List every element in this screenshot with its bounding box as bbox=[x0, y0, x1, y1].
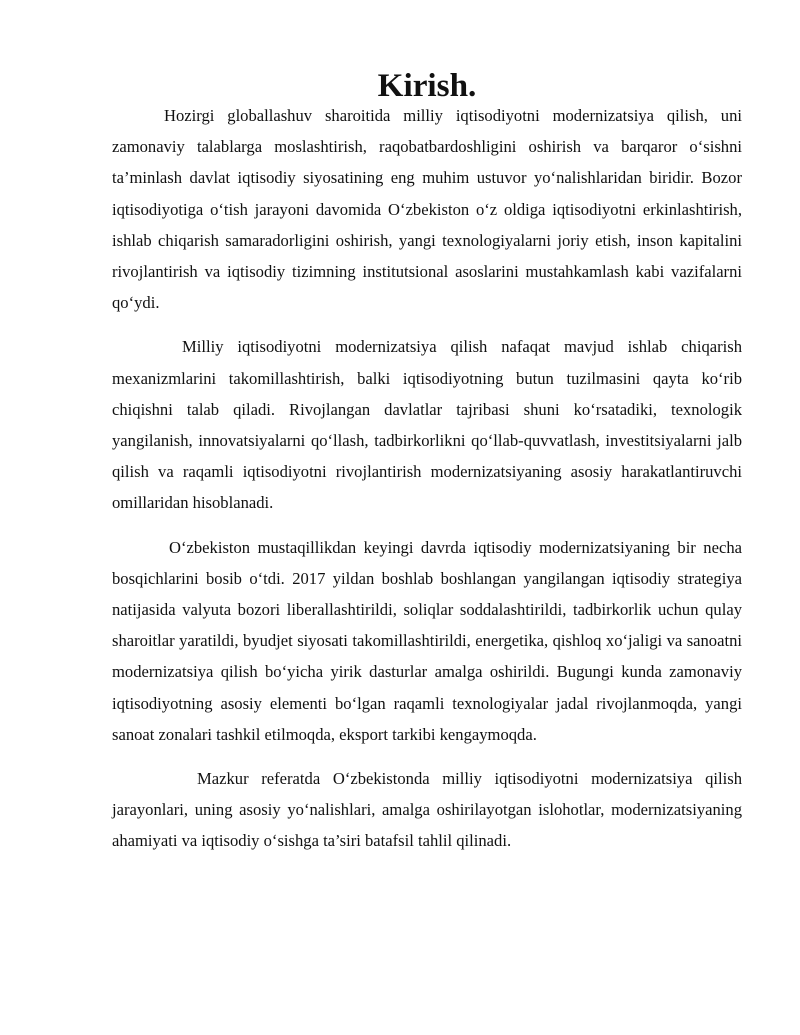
paragraph-4: Mazkur referatda O‘zbekistonda milliy iqtisodiyotni modernizatsiya qilish jarayonlari, uning asosiy yo‘nalishlari, amalga oshirilayotgan islohotlar, modernizatsiyaning ahamiyati va iqtisodiy o‘sishga ta’siri batafsil tahlil qilinadi. bbox=[112, 769, 742, 851]
paragraph-2: Milliy iqtisodiyotni modernizatsiya qilish nafaqat mavjud ishlab chiqarish mexanizmlarini takomillashtirish, balki iqtisodiyotning butun tuzilmasini qayta ko‘rib chiqishni talab qiladi. Rivojlangan davlatlar tajribasi shuni ko‘rsatadiki, texnologik yangilanish, innovatsiyalarni qo‘llash, tadbirkorlikni qo‘llab-quvvatlash, investitsiyalarni jalb qilish va raqamli iqtisodiyotni rivojlantirish modernizatsiyaning asosiy harakatlantiruvchi omillaridan hisoblanadi. bbox=[112, 337, 742, 513]
document-page bbox=[112, 67, 742, 857]
paragraph-1: Hozirgi globallashuv sharoitida milliy iqtisodiyotni modernizatsiya qilish, uni zamonaviy talablarga moslashtirish, raqobatbardoshligini oshirish va barqaror o‘sishni ta’minlash davlat iqtisodiy siyosatining eng muhim ustuvor yo‘nalishlaridan biridir. Bozor iqtisodiyotiga o‘tish jarayoni davomida O‘zbekiston o‘z oldiga iqtisodiyotni erkinlashtirish, ishlab chiqarish samaradorligini oshirish, yangi texnologiyalarni joriy etish, inson kapitalini rivojlantirish va iqtisodiy tizimning institutsional asoslarini mustahkamlash kabi vazifalarni qo‘ydi. bbox=[112, 106, 742, 313]
document-title: Kirish. bbox=[377, 67, 477, 104]
paragraph-3: O‘zbekiston mustaqillikdan keyingi davrda iqtisodiy modernizatsiyaning bir necha bosqichlarini bosib o‘tdi. 2017 yildan boshlab boshlangan yangilangan iqtisodiy strategiya natijasida valyuta bozori liberallashtirildi, soliqlar soddalashtirildi, tadbirkorlik uchun qulay sharoitlar yaratildi, byudjet siyosati takomillashtirildi, energetika, qishloq xo‘jaligi va sanoatni modernizatsiya qilish bo‘yicha yirik dasturlar amalga oshirildi. Bugungi kunda zamonaviy iqtisodiyotning asosiy elementi bo‘lgan raqamli texnologiyalar jadal rivojlanmoqda, yangi sanoat zonalari tashkil etilmoqda, eksport tarkibi kengaymoqda. bbox=[112, 537, 742, 744]
